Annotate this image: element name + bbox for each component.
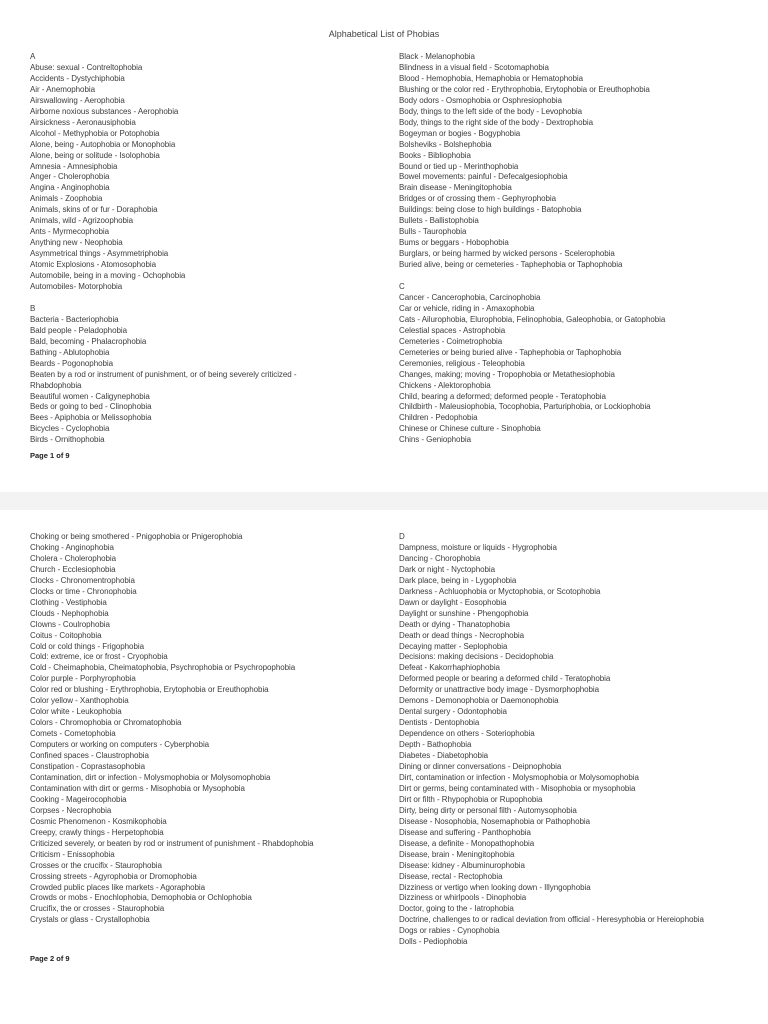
- column-left: [30, 52, 296, 446]
- phobia-entry: Airswallowing - Aerophobia: [30, 95, 125, 105]
- phobia-entry: Alcohol - Methyphobia or Potophobia: [30, 128, 160, 138]
- phobia-entry: Anything new - Neophobia: [30, 238, 123, 248]
- phobia-entry: Clocks or time - Chronophobia: [30, 586, 137, 596]
- phobia-entry: Clothing - Vestiphobia: [30, 597, 107, 607]
- phobia-entry: Crosses or the crucifix - Staurophobia: [30, 860, 162, 870]
- phobia-entry: Dirt, contamination or infection - Molysmophobia or Molysomophobia: [399, 772, 639, 782]
- phobia-entry: Crossing streets - Agyrophobia or Dromophobia: [30, 871, 197, 881]
- phobia-entry: Angina - Anginophobia: [30, 183, 110, 193]
- phobia-entry: Disease, brain - Meningitophobia: [399, 849, 515, 859]
- phobia-entry: Bridges or of crossing them - Gephyrophobia: [399, 194, 557, 204]
- phobia-entry: Cemeteries - Coimetrophobia: [399, 336, 503, 346]
- phobia-entry: Dirty, being dirty or personal filth - Automysophobia: [399, 805, 577, 815]
- phobia-entry: Blood - Hemophobia, Hemaphobia or Hematophobia: [399, 73, 584, 83]
- phobia-entry: Ceremonies, religious - Teleophobia: [399, 358, 525, 368]
- phobia-entry: Abuse: sexual - Contreltophobia: [30, 62, 143, 72]
- phobia-entry: Demons - Demonophobia or Daemonophobia: [399, 696, 559, 706]
- phobia-entry: Cold: extreme, ice or frost - Cryophobia: [30, 652, 168, 662]
- phobia-entry: Choking - Anginophobia: [30, 542, 114, 552]
- phobia-entry: Cold or cold things - Frigophobia: [30, 641, 144, 651]
- phobia-entry: Cats - Ailurophobia, Elurophobia, Felinophobia, Galeophobia, or Gatophobia: [399, 314, 666, 324]
- phobia-entry: Anger - Cholerophobia: [30, 172, 110, 182]
- phobia-entry: Clowns - Coulrophobia: [30, 619, 110, 629]
- phobia-entry: Bound or tied up - Merinthophobia: [399, 161, 519, 171]
- phobia-entry: Ants - Myrmecophobia: [30, 227, 110, 237]
- phobia-entry: Bullets - Ballistophobia: [399, 216, 479, 226]
- phobia-entry: Amnesia - Amnesiphobia: [30, 161, 118, 171]
- phobia-entry: Disease: kidney - Albuminurophobia: [399, 860, 525, 870]
- phobia-entry: Contamination, dirt or infection - Molysmophobia or Molysomophobia: [30, 772, 271, 782]
- phobia-entry: Crowded public places like markets - Agoraphobia: [30, 882, 206, 892]
- phobia-entry: Crowds or mobs - Enochlophobia, Demophobia or Ochlophobia: [30, 893, 252, 903]
- phobia-entry: Dependence on others - Soteriophobia: [399, 729, 535, 739]
- section-spacer: [399, 271, 665, 282]
- phobia-entry: Deformed people or bearing a deformed child - Teratophobia: [399, 674, 611, 684]
- phobia-entry: Dirt or filth - Rhypophobia or Rupophobia: [399, 794, 543, 804]
- phobia-entry: Child, bearing a deformed; deformed people - Teratophobia: [399, 391, 606, 401]
- phobia-entry: Blindness in a visual field - Scotomaphobia: [399, 62, 549, 72]
- column-right: [399, 532, 704, 948]
- document-title: Alphabetical List of Phobias: [328, 29, 440, 39]
- phobia-entry: Bald, becoming - Phalacrophobia: [30, 336, 147, 346]
- phobia-entry: Decisions: making decisions - Decidophobia: [399, 652, 554, 662]
- phobia-entry: Coitus - Coitophobia: [30, 630, 102, 640]
- phobia-entry: Buildings: being close to high buildings - Batophobia: [399, 205, 582, 215]
- page-separator: [0, 492, 768, 510]
- phobia-entry: Buried alive, being or cemeteries - Taphephobia or Taphophobia: [399, 260, 623, 270]
- phobia-entry: Bathing - Ablutophobia: [30, 347, 110, 357]
- phobia-entry: Dizziness or whirlpools - Dinophobia: [399, 893, 527, 903]
- phobia-entry: Alone, being or solitude - Isolophobia: [30, 150, 160, 160]
- phobia-entry: Alone, being - Autophobia or Monophobia: [30, 139, 176, 149]
- phobia-entry: Bacteria - Bacteriophobia: [30, 314, 119, 324]
- phobia-entry: Dining or dinner conversations - Deipnophobia: [399, 762, 562, 772]
- phobia-entry: Doctrine, challenges to or radical deviation from official - Heresyphobia or Hereiophobia: [399, 915, 704, 925]
- page-number: Page 2 of 9: [30, 954, 70, 963]
- phobia-entry: Disease - Nosophobia, Nosemaphobia or Pathophobia: [399, 816, 591, 826]
- phobia-entry: Atomic Explosions - Atomosophobia: [30, 260, 156, 270]
- phobia-entry: Books - Bibliophobia: [399, 150, 471, 160]
- phobia-entry: Animals, wild - Agrizoophobia: [30, 216, 134, 226]
- phobia-entry: Bolsheviks - Bolshephobia: [399, 139, 492, 149]
- phobia-entry: Disease and suffering - Panthophobia: [399, 827, 531, 837]
- phobia-entry: Bowel movements: painful - Defecalgesiophobia: [399, 172, 568, 182]
- phobia-entry: Dawn or daylight - Eosophobia: [399, 597, 507, 607]
- phobia-entry: Contamination with dirt or germs - Misophobia or Mysophobia: [30, 783, 245, 793]
- phobia-entry: Disease, rectal - Rectophobia: [399, 871, 503, 881]
- phobia-entry: Daylight or sunshine - Phengophobia: [399, 608, 529, 618]
- phobia-entry: Burglars, or being harmed by wicked persons - Scelerophobia: [399, 249, 615, 259]
- phobia-entry: Constipation - Coprastasophobia: [30, 762, 145, 772]
- phobia-entry: Cemeteries or being buried alive - Taphephobia or Taphophobia: [399, 347, 622, 357]
- phobia-entry: Beds or going to bed - Clinophobia: [30, 402, 152, 412]
- phobia-entry: Dentists - Dentophobia: [399, 718, 480, 728]
- phobia-entry: Defeat - Kakorrhaphiophobia: [399, 663, 500, 673]
- phobia-entry: Brain disease - Meningitophobia: [399, 183, 512, 193]
- phobia-entry: Bulls - Taurophobia: [399, 227, 467, 237]
- phobia-entry: Rhabdophobia: [30, 380, 82, 390]
- phobia-entry: Criticism - Enissophobia: [30, 849, 115, 859]
- phobia-entry: Changes, making; moving - Tropophobia or Metathesiophobia: [399, 369, 615, 379]
- phobia-entry: Black - Melanophobia: [399, 52, 475, 61]
- phobia-entry: Color red or blushing - Erythrophobia, Erytophobia or Ereuthophobia: [30, 685, 269, 695]
- phobia-entry: Body, things to the left side of the body - Levophobia: [399, 106, 583, 116]
- phobia-entry: Airsickness - Aeronausiphobia: [30, 117, 136, 127]
- phobia-entry: Accidents - Dystychiphobia: [30, 73, 125, 83]
- phobia-entry: Cholera - Cholerophobia: [30, 553, 117, 563]
- phobia-entry: Air - Anemophobia: [30, 84, 95, 94]
- section-spacer: [30, 293, 296, 304]
- phobia-entry: Car or vehicle, riding in - Amaxophobia: [399, 303, 535, 313]
- phobia-entry: Color purple - Porphyrophobia: [30, 674, 136, 684]
- phobia-entry: Death or dying - Thanatophobia: [399, 619, 510, 629]
- phobia-entry: Disease, a definite - Monopathophobia: [399, 838, 535, 848]
- phobia-entry: Comets - Cometophobia: [30, 729, 116, 739]
- phobia-entry: Crystals or glass - Crystallophobia: [30, 915, 150, 925]
- phobia-entry: Dampness, moisture or liquids - Hygrophobia: [399, 542, 557, 552]
- phobia-entry: Diabetes - Diabetophobia: [399, 751, 489, 761]
- phobia-entry: Airborne noxious substances - Aerophobia: [30, 106, 179, 116]
- phobia-entry: Bicycles - Cyclophobia: [30, 424, 110, 434]
- phobia-entry: Bums or beggars - Hobophobia: [399, 238, 509, 248]
- phobia-entry: Creepy, crawly things - Herpetophobia: [30, 827, 164, 837]
- phobia-entry: Celestial spaces - Astrophobia: [399, 325, 506, 335]
- phobia-entry: Children - Pedophobia: [399, 413, 478, 423]
- column-left: [30, 532, 314, 926]
- phobia-entry: Bogeyman or bogies - Bogyphobia: [399, 128, 521, 138]
- phobia-entry: Computers or working on computers - Cyberphobia: [30, 740, 210, 750]
- phobia-entry: Chins - Geniophobia: [399, 435, 471, 445]
- phobia-entry: Clocks - Chronomentrophobia: [30, 575, 135, 585]
- phobia-entry: Darkness - Achluophobia or Myctophobia, or Scotophobia: [399, 586, 601, 596]
- phobia-entry: Chickens - Alektorophobia: [399, 380, 491, 390]
- phobia-entry: Cancer - Cancerophobia, Carcinophobia: [399, 292, 541, 302]
- phobia-entry: Color white - Leukophobia: [30, 707, 122, 717]
- phobia-entry: Cold - Cheimaphobia, Cheimatophobia, Psychrophobia or Psychropophobia: [30, 663, 296, 673]
- phobia-entry: Dancing - Chorophobia: [399, 553, 481, 563]
- phobia-entry: Dark or night - Nyctophobia: [399, 564, 496, 574]
- phobia-entry: Automobiles- Motorphobia: [30, 282, 123, 292]
- phobia-entry: Cosmic Phenomenon - Kosmikophobia: [30, 816, 167, 826]
- phobia-entry: Bees - Apiphobia or Melissophobia: [30, 413, 152, 423]
- phobia-entry: Dental surgery - Odontophobia: [399, 707, 507, 717]
- phobia-entry: Body, things to the right side of the body - Dextrophobia: [399, 117, 594, 127]
- phobia-entry: Childbirth - Maleusiophobia, Tocophobia, Parturiphobia, or Lockiophobia: [399, 402, 651, 412]
- phobia-entry: Animals, skins of or fur - Doraphobia: [30, 205, 158, 215]
- phobia-entry: Colors - Chromophobia or Chromatophobia: [30, 718, 182, 728]
- page-number: Page 1 of 9: [30, 451, 70, 460]
- phobia-entry: Automobile, being in a moving - Ochophobia: [30, 271, 186, 281]
- phobia-entry: Beaten by a rod or instrument of punishment, or of being severely criticized -: [30, 369, 297, 379]
- document-page-2: [0, 510, 768, 1002]
- phobia-entry: Dolls - Pediophobia: [399, 937, 468, 947]
- phobia-entry: Choking or being smothered - Pnigophobia or Pnigerophobia: [30, 532, 243, 541]
- phobia-entry: Birds - Ornithophobia: [30, 435, 105, 445]
- section-letter: C: [399, 282, 405, 291]
- phobia-entry: Dogs or rabies - Cynophobia: [399, 926, 500, 936]
- phobia-entry: Beautiful women - Caligynephobia: [30, 391, 150, 401]
- phobia-entry: Animals - Zoophobia: [30, 194, 103, 204]
- phobia-entry: Corpses - Necrophobia: [30, 805, 112, 815]
- section-letter: B: [30, 303, 36, 313]
- phobia-entry: Crucifix, the or crosses - Staurophobia: [30, 904, 165, 914]
- phobia-entry: Confined spaces - Claustrophobia: [30, 751, 149, 761]
- document-page-1: [0, 0, 768, 492]
- phobia-entry: Dark place, being in - Lygophobia: [399, 575, 517, 585]
- phobia-entry: Depth - Bathophobia: [399, 740, 472, 750]
- phobia-entry: Dizziness or vertigo when looking down - Illyngophobia: [399, 882, 591, 892]
- phobia-entry: Criticized severely, or beaten by rod or instrument of punishment - Rhabdophobia: [30, 838, 314, 848]
- phobia-entry: Death or dead things - Necrophobia: [399, 630, 525, 640]
- phobia-entry: Color yellow - Xanthophobia: [30, 696, 129, 706]
- phobia-entry: Deformity or unattractive body image - Dysmorphophobia: [399, 685, 600, 695]
- phobia-entry: Clouds - Nephophobia: [30, 608, 109, 618]
- phobia-entry: Church - Ecclesiophobia: [30, 564, 116, 574]
- phobia-entry: Chinese or Chinese culture - Sinophobia: [399, 424, 541, 434]
- phobia-entry: Dirt or germs, being contaminated with - Misophobia or mysophobia: [399, 783, 636, 793]
- phobia-entry: Doctor, going to the - Iatrophobia: [399, 904, 514, 914]
- phobia-entry: Asymmetrical things - Asymmetriphobia: [30, 249, 169, 259]
- phobia-entry: Body odors - Osmophobia or Osphresiophobia: [399, 95, 562, 105]
- phobia-entry: Beards - Pogonophobia: [30, 358, 114, 368]
- phobia-entry: Bald people - Peladophobia: [30, 325, 128, 335]
- section-letter: D: [399, 532, 405, 541]
- section-letter: A: [30, 52, 36, 61]
- column-right: [399, 52, 665, 446]
- phobia-entry: Blushing or the color red - Erythrophobia, Erytophobia or Ereuthophobia: [399, 84, 650, 94]
- phobia-entry: Cooking - Mageirocophobia: [30, 794, 127, 804]
- phobia-entry: Decaying matter - Seplophobia: [399, 641, 508, 651]
